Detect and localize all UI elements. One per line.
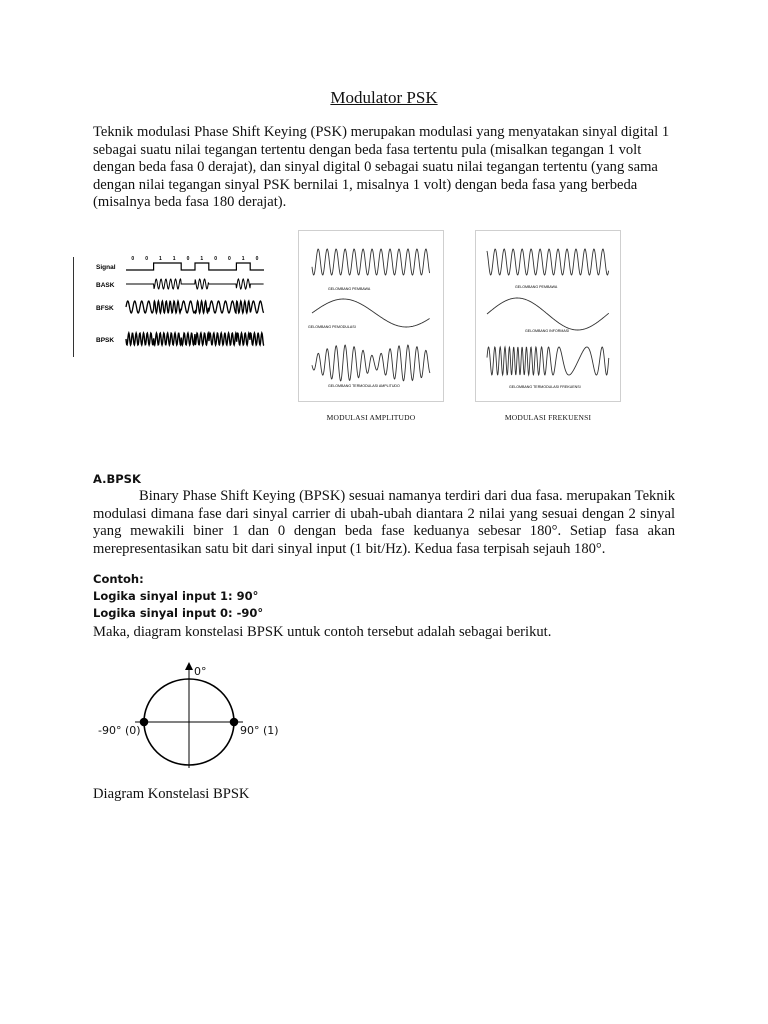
symbol-point-1 — [230, 718, 239, 727]
am-carrier-wave — [312, 249, 430, 275]
bit-label: 1 — [241, 256, 245, 262]
example-line-1: Logika sinyal input 1: 90° — [93, 589, 259, 603]
bit-label: 1 — [200, 256, 204, 262]
bpsk-paragraph-text: Binary Phase Shift Keying (BPSK) sesuai namanya terdiri dari dua fasa. merupakan Teknik modulasi dimana fase dari sinyal carrier di ubah-ubah diantara 2 nilai yang sesuai dengan 2 sinyal yang mewakili biner 1 dan 0 dengan beda fase keduanya sebesar 180°. Setiap fasa akan merepresentasikan satu bit dari sinyal input (1 bit/Hz). Kedua fasa terpisah sejauh 180°. — [93, 488, 675, 557]
diagram-caption: Diagram Konstelasi BPSK — [93, 786, 250, 802]
intro-paragraph: Teknik modulasi Phase Shift Keying (PSK) merupakan modulasi yang menyatakan sinyal digital 1 sebagai suatu nilai tegangan tertentu dengan beda fasa tertentu pula (misalkan tegangan 1 volt dengan beda fasa 0 derajat), dan sinyal digital 0 sebagai suatu nilai tegangan tertentu (yang sama dengan nilai tegangan sinyal PSK bernilai 1, misalnya 1 volt) dengan beda fasa yang berbeda (misalnya beda fasa 180 derajat). — [93, 124, 670, 210]
label-plus-90: 90° (1) — [240, 724, 279, 737]
bit-label: 1 — [172, 256, 176, 262]
margin-line — [73, 257, 74, 357]
fm-label-carrier: GELOMBANG PEMBAWA — [515, 285, 558, 289]
am-modulated-wave — [312, 345, 430, 381]
label-0-degree: 0° — [194, 665, 207, 678]
am-label-modulated: GELOMBANG TERMODULASI AMPLITUDO — [328, 384, 400, 388]
bit-label: 0 — [131, 256, 135, 262]
bit-label: 0 — [214, 256, 217, 262]
axis-arrow-icon — [185, 662, 193, 670]
digital-signal-line — [126, 263, 264, 270]
symbol-point-0 — [140, 718, 149, 727]
page-title: Modulator PSK — [330, 88, 438, 107]
am-modulating-wave — [312, 299, 430, 327]
bpsk-waveform — [126, 333, 264, 345]
fm-carrier-wave — [487, 249, 609, 275]
fm-caption: MODULASI FREKUENSI — [504, 413, 592, 422]
bit-label: 0 — [145, 256, 148, 262]
digital-modulation-figure — [92, 252, 278, 352]
bask-waveform — [126, 279, 264, 289]
am-label-carrier: GELOMBANG PEMBAWA — [328, 287, 371, 291]
row-label-bpsk: BPSK — [96, 337, 115, 344]
fm-modulated-wave — [487, 347, 609, 375]
bit-label: 0 — [186, 256, 190, 262]
am-figure — [298, 230, 444, 402]
am-label-modulating: GELOMBANG PEMODULASI — [308, 325, 356, 329]
row-label-bask: BASK — [96, 282, 115, 289]
bit-label: 0 — [255, 256, 259, 262]
fm-figure — [475, 230, 621, 402]
fm-label-modulated: GELOMBANG TERMODULASI FREKUENSI — [509, 385, 581, 389]
row-label-signal: Signal — [96, 264, 116, 271]
fm-information-wave — [487, 298, 609, 330]
bpsk-constellation-diagram — [135, 660, 245, 770]
example-line-2: Logika sinyal input 0: -90° — [93, 606, 264, 620]
section-heading: A.BPSK — [93, 472, 141, 486]
constellation-intro: Maka, diagram konstelasi BPSK untuk contoh tersebut adalah sebagai berikut. — [93, 624, 552, 640]
am-caption: MODULASI AMPLITUDO — [326, 413, 416, 422]
bpsk-paragraph — [93, 488, 675, 558]
bfsk-waveform — [126, 301, 264, 313]
bit-label: 1 — [159, 256, 162, 262]
label-minus-90: -90° (0) — [98, 724, 141, 737]
row-label-bfsk: BFSK — [96, 305, 114, 312]
bit-label: 0 — [228, 256, 231, 262]
example-heading: Contoh: — [93, 572, 144, 586]
fm-label-information: GELOMBANG INFORMASI — [525, 329, 570, 333]
